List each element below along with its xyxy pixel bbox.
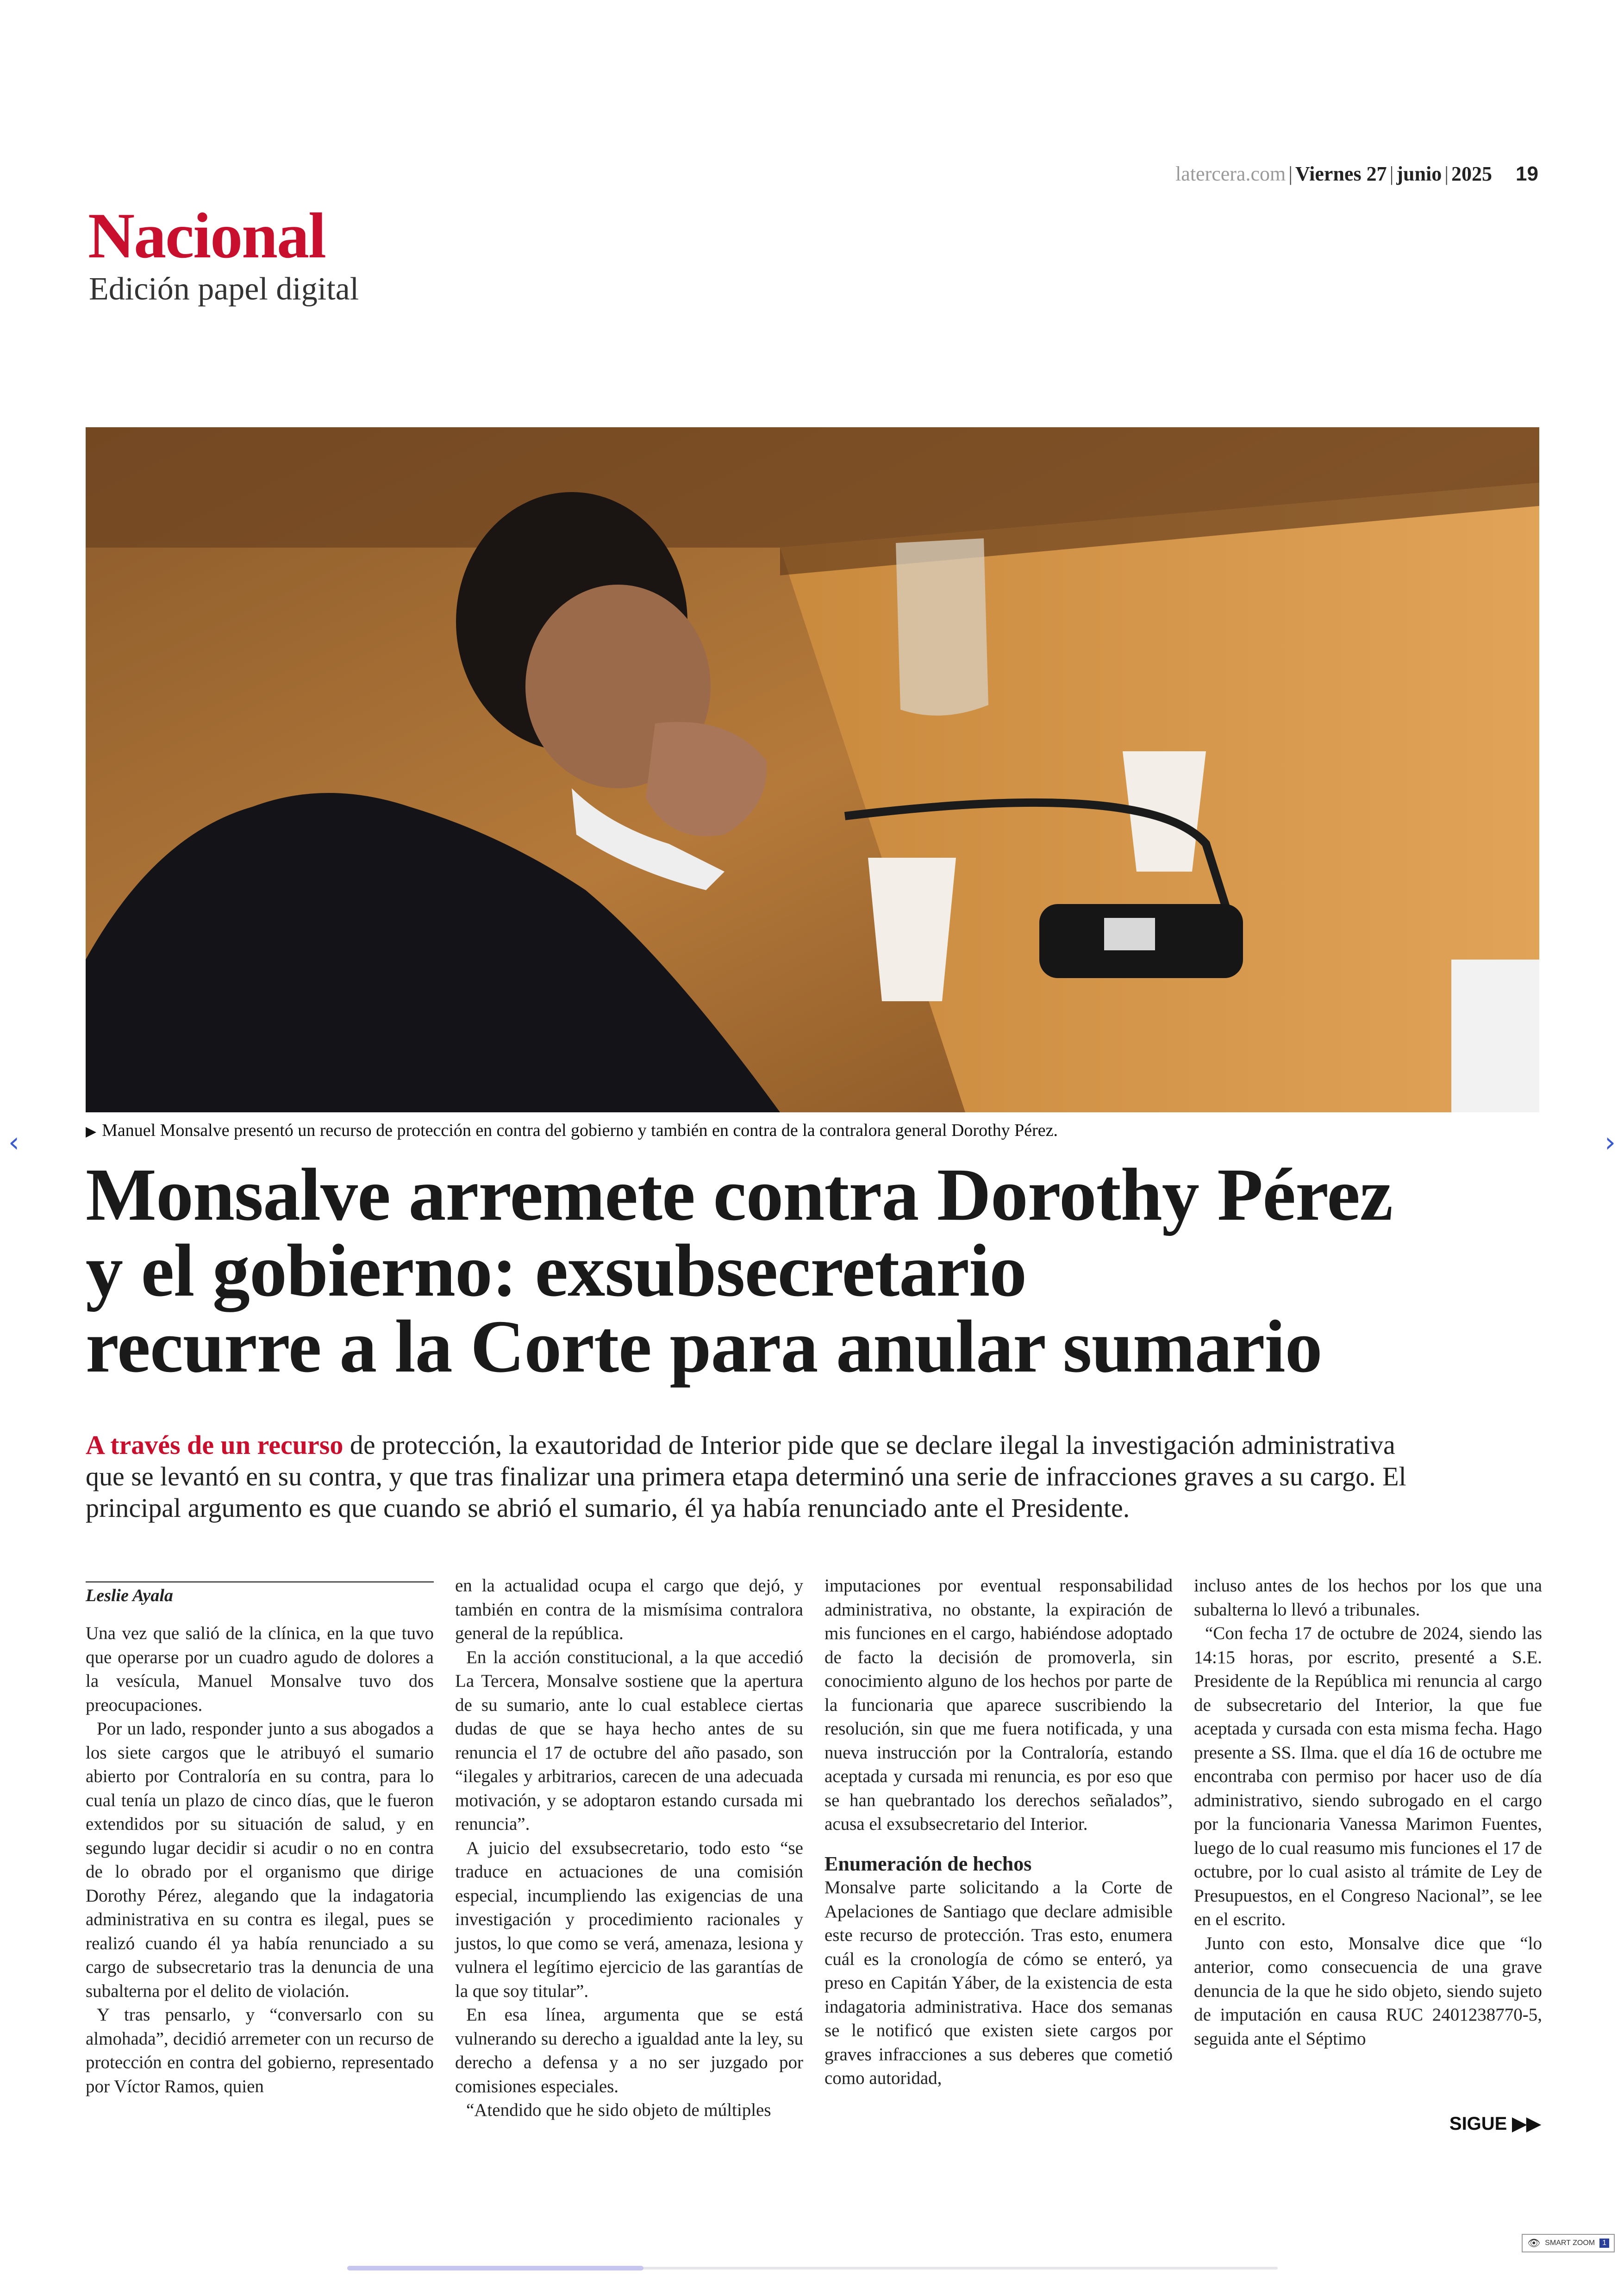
site-name: latercera.com <box>1175 162 1286 185</box>
article-lead <box>86 1429 1539 1524</box>
section-title: Nacional <box>88 200 325 272</box>
paragraph: “Con fecha 17 de octubre de 2024, siendo las 14:15 horas, por escrito, presenté a S.E. Presidente de la República mi renuncia al cargo de subsecretario del Interior, la que fue aceptada y cursada con esta misma fecha. Hago presente a SS. Ilma. que el día 16 de octubre me encontraba con permiso por hacer uso de día administrativo, siendo subrogado en el cargo por la funcionaria Vanessa Marimon Fuentes, luego de lo cual reasumo mis funciones el 17 de octubre, por lo cual asisto al trámite de Ley de Presupuestos, en el Congreso Nacional”, se lee en el escrito. <box>1194 1623 1542 1929</box>
article-column-4 <box>1194 1574 1542 2051</box>
page-date-header: latercera.com | Viernes 27 | junio | 2025 19 <box>1175 162 1538 185</box>
chevron-left-icon[interactable]: ‹ <box>8 1126 19 1159</box>
photo-caption <box>86 1120 1058 1141</box>
caption-triangle-icon: ▶ <box>86 1124 97 1139</box>
eye-icon: 👁 <box>1527 2237 1541 2249</box>
paragraph: Una vez que salió de la clínica, en la que tuvo que operarse por un cuadro agudo de dolores a la vesícula, Manuel Monsalve tuvo dos preocupaciones. <box>86 1623 434 1715</box>
article-headline <box>86 1154 1567 1388</box>
headline-line: recurre a la Corte para anular sumario <box>86 1305 1322 1388</box>
chevron-right-icon[interactable]: › <box>1605 1126 1616 1159</box>
paragraph: imputaciones por eventual responsabilidad administrativa, no obstante, la expiración de mis funciones en el cargo, habiéndose adoptado de facto la decisión de promoverla, sin conocimiento alguno de los hechos por parte de la funcionaria que aparece suscribiendo la resolución, sin que me fuera notificada, y una nueva instrucción por la Contraloría, estando aceptada y cursada mi renuncia, es por eso que se han quebrantado los derechos señalados”, acusa el exsubsecretario del Interior. <box>824 1576 1173 1834</box>
lead-text: de protección, la exautoridad de Interior pide que se declare ilegal la investigación administrativa <box>343 1430 1395 1460</box>
page-number: 19 <box>1516 162 1538 185</box>
smart-zoom-button[interactable] <box>1522 2234 1615 2252</box>
paragraph: Junto con esto, Monsalve dice que “lo anterior, como consecuencia de una grave denuncia de la que he sido objeto, siendo sujeto de imputación en causa RUC 2401238770-5, seguida ante el Séptimo <box>1194 1933 1542 2049</box>
article-photo <box>86 427 1539 1112</box>
edition-subtitle: Edición papel digital <box>89 271 359 307</box>
header-day: Viernes 27 <box>1295 162 1387 185</box>
paragraph: en la actualidad ocupa el cargo que dejó, y también en contra de la mismísima contralora general de la república. <box>455 1576 803 1643</box>
paragraph: Monsalve parte solicitando a la Corte de Apelaciones de Santiago que declare admisible este recurso de protección. Tras esto, enumera cuál es la cronología de cómo se enteró, ya preso en Capitán Yáber, de la existencia de esta indagatoria administrativa. Hace dos semanas se le notificó que existen siete cargos por graves infracciones a sus deberes que cometió como autoridad, <box>824 1877 1173 2088</box>
paragraph: Por un lado, responder junto a sus abogados a los siete cargos que le atribuyó el sumario abierto por Contraloría en su contra, para lo cual tenía un plazo de cinco días, que le fueron extendidos por su situación de salud, y en segundo lugar decidir si acudir o no en contra de lo obrado por el organismo que dirige Dorothy Pérez, alegando que la indagatoria administrativa en su contra es ilegal, pues se realizó cuando él ya había renunciado a su cargo de subsecretario tras la denuncia de una subalterna por el delito de violación. <box>86 1719 434 2001</box>
subheading: Enumeración de hechos <box>824 1852 1032 1875</box>
paragraph: incluso antes de los hechos por los que una subalterna lo llevó a tribunales. <box>1194 1576 1542 1620</box>
scrollbar-thumb[interactable] <box>347 2266 643 2270</box>
continue-label: SIGUE ▶▶ <box>1449 2114 1541 2134</box>
lead-kicker: A través de un recurso <box>86 1430 344 1460</box>
article-column-3 <box>824 1574 1173 2090</box>
paragraph: Y tras pensarlo, y “conversarlo con su almohada”, decidió arremeter con un recurso de protección en contra del gobierno, representado por Víctor Ramos, quien <box>86 2005 434 2096</box>
paragraph: En esa línea, argumenta que se está vulnerando su derecho a igualdad ante la ley, su derecho a defensa y a no ser juzgado por comisiones especiales. <box>455 2005 803 2096</box>
header-month: junio <box>1396 162 1442 185</box>
paragraph: A juicio del exsubsecretario, todo esto “se traduce en actuaciones de una comisión especial, incumpliendo las exigencias de una investigación y procedimiento racionales y justos, lo que como se verá, amenaza, lesiona y vulnera el legítimo ejercicio de las garantías de la que soy titular”. <box>455 1838 803 2001</box>
byline: Leslie Ayala <box>86 1581 434 1606</box>
header-year: 2025 <box>1451 162 1493 185</box>
lead-text: principal argumento es que cuando se abrió el sumario, él ya había renunciado ante el Presidente. <box>86 1493 1130 1523</box>
paragraph: En la acción constitucional, a la que accedió La Tercera, Monsalve sostiene que la apertura de su sumario, ante lo cual establece ciertas dudas de que se haya hecho antes de su renuncia el 17 de octubre del año pasado, son “ilegales y arbitrarios, carecen de una adecuada motivación, y se adoptaron estando cursada mi renuncia”. <box>455 1647 803 1834</box>
article-column-2 <box>455 1574 803 2122</box>
paragraph: “Atendido que he sido objeto de múltiples <box>466 2100 771 2120</box>
headline-line: Monsalve arremete contra Dorothy Pérez <box>86 1154 1393 1236</box>
smart-zoom-label: SMART ZOOM <box>1545 2239 1595 2247</box>
smart-zoom-count: 1 <box>1599 2239 1609 2248</box>
headline-line: y el gobierno: exsubsecretario <box>86 1229 1027 1312</box>
caption-text: Manuel Monsalve presentó un recurso de protección en contra del gobierno y también en contra de la contralora general Dorothy Pérez. <box>102 1121 1058 1140</box>
lead-text: que se levantó en su contra, y que tras finalizar una primera etapa determinó una serie de infracciones graves a su cargo. El <box>86 1461 1406 1491</box>
article-column-1 <box>86 1574 434 2098</box>
